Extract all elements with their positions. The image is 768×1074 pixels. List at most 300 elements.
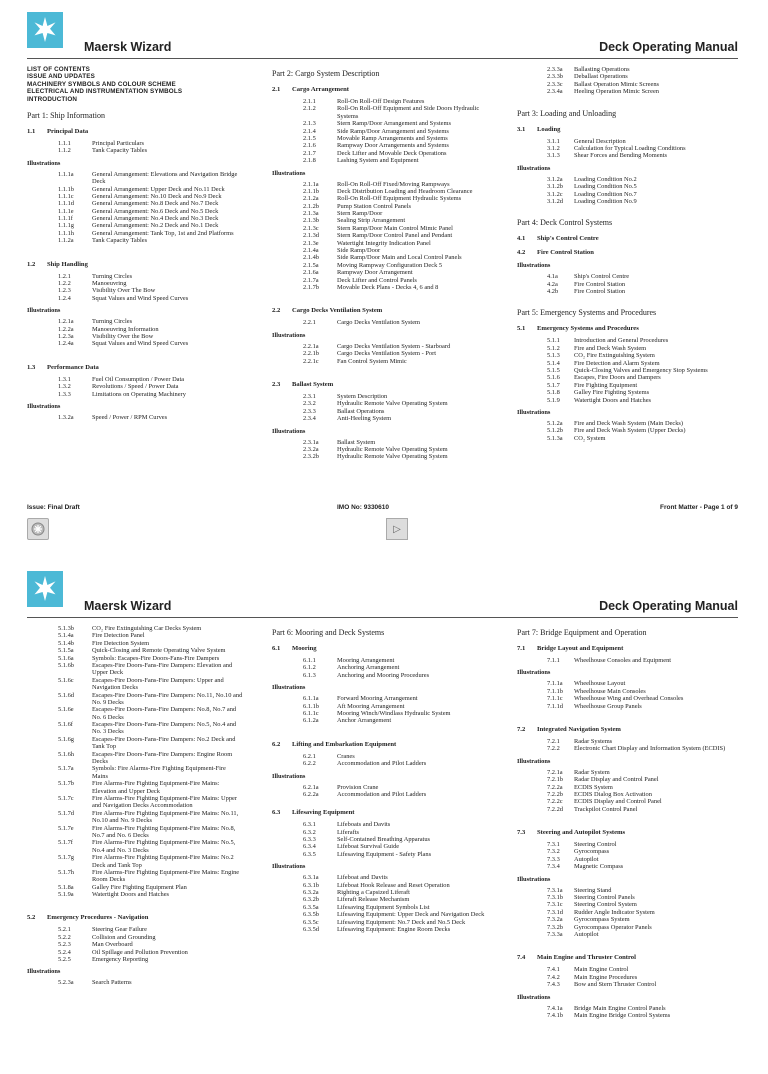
entry-title: Main Engine Control xyxy=(574,966,629,974)
toc-entry xyxy=(517,776,742,783)
toc-entry xyxy=(272,247,504,254)
illustrations-label: Illustrations xyxy=(27,159,61,167)
entry-title: Hydraulic Remote Valve Operating System xyxy=(337,400,448,408)
spacer xyxy=(517,813,742,823)
section-heading xyxy=(27,363,259,372)
toc-entry xyxy=(27,147,259,154)
toc-entry xyxy=(272,188,504,195)
toc-entry xyxy=(272,904,504,911)
entry-title: Anchoring and Mooring Procedures xyxy=(337,671,430,679)
entry-number: 1.1.1d xyxy=(58,200,74,208)
entry-number: 2.1.5 xyxy=(303,134,316,142)
entry-number: 5.1.6d xyxy=(58,691,74,699)
toc-entry xyxy=(272,408,504,415)
page-number: Front Matter - Page 1 of 9 xyxy=(659,504,738,511)
entry-title: Accommodation and Pilot Ladders xyxy=(337,760,427,768)
toc-entry xyxy=(272,157,504,164)
entry-title: Fire Detection and Alarm System xyxy=(574,359,660,367)
maersk-star-logo xyxy=(27,12,63,48)
toc-column-2 xyxy=(272,625,504,1058)
spacer xyxy=(27,245,259,255)
entry-number: 7.3.1b xyxy=(547,894,563,902)
toc-entry xyxy=(272,695,504,702)
entry-number: 5.1.4 xyxy=(547,359,560,367)
entry-number: 7.3.4 xyxy=(547,863,560,871)
entry-title: Quick-Closing and Remote Operating Valve System xyxy=(92,647,226,655)
home-icon[interactable] xyxy=(27,518,49,540)
entry-number: 2.1.8 xyxy=(303,157,316,165)
toc-entry xyxy=(272,128,504,135)
entry-title: Steering Stand xyxy=(574,886,612,894)
toc-entry xyxy=(517,901,742,908)
entry-number: 7.3.1 xyxy=(547,841,560,849)
entry-title: Magnetic Compass xyxy=(574,863,624,871)
toc-entry xyxy=(272,439,504,446)
entry-number: 7.2.2a xyxy=(547,783,563,791)
toc-entry xyxy=(272,882,504,889)
illustrations-label: Illustrations xyxy=(272,772,306,780)
spacer xyxy=(517,938,742,948)
entry-title: Fire Alarms-Fire Fighting Equipment-Fire Mains: No.5, xyxy=(92,839,236,847)
entry-number: 5.1.4b xyxy=(58,639,74,647)
toc-entry xyxy=(27,178,259,185)
toc-entry xyxy=(27,333,259,340)
entry-title: Roll-On Roll-Off Equipment and Side Doors Hydraulic xyxy=(337,105,480,113)
spacer xyxy=(272,725,504,735)
part-heading: Part 2: Cargo System Description xyxy=(272,69,380,78)
entry-title: Search Patterns xyxy=(92,979,132,987)
section-title: Cargo Arrangement xyxy=(292,86,349,93)
toc-entry xyxy=(272,889,504,896)
entry-number: 5.2.5 xyxy=(58,956,71,964)
entry-number: 6.1.1b xyxy=(303,702,319,710)
entry-title: ECDIS Display and Control Panel xyxy=(574,798,662,806)
entry-title: Deck Distribution Loading and Headroom Clearance xyxy=(337,187,473,195)
entry-title: Navigation Decks xyxy=(92,684,138,692)
entry-number: 1.2.4a xyxy=(58,340,74,348)
toc-entry xyxy=(27,200,259,207)
entry-number: 2.1.1 xyxy=(303,98,316,105)
entry-title: Watertight Doors and Hatches xyxy=(574,396,652,404)
toc-entry xyxy=(272,843,504,850)
toc-entry xyxy=(272,210,504,217)
section-title: Ship's Control Centre xyxy=(537,235,599,243)
illustrations-label: Illustrations xyxy=(272,331,306,339)
entry-number: 5.1.9 xyxy=(547,396,560,404)
entry-title: General Arrangement: Tank Top, 1st and 2nd Platforms xyxy=(92,229,234,237)
entry-number: 2.1.3e xyxy=(303,239,319,247)
play-glyph: ▷ xyxy=(393,523,401,535)
entry-title: Side Ramp/Door Main and Local Control Panels xyxy=(337,254,462,262)
toc-entry xyxy=(27,391,259,398)
toc-entry xyxy=(517,769,742,776)
entry-number: 6.1.1a xyxy=(303,695,319,703)
toc-entry xyxy=(272,911,504,918)
front-matter-link: LIST OF CONTENTS xyxy=(27,66,90,73)
entry-number: 5.1.8a xyxy=(58,883,74,891)
entry-title: Autopilot xyxy=(574,930,599,938)
entry-number: 7.2.1 xyxy=(547,737,560,745)
toc-entry xyxy=(27,758,259,765)
entry-number: 7.3.1d xyxy=(547,908,563,916)
issue-status: Issue: Final Draft xyxy=(27,504,80,511)
entry-number: 2.1.2b xyxy=(303,202,319,210)
brand-name: Maersk Wizard xyxy=(84,40,172,54)
entry-number: 2.1.4b xyxy=(303,254,319,262)
entry-title: Collision and Grounding xyxy=(92,933,156,941)
entry-number: 2.3.3b xyxy=(547,73,563,81)
entry-title: Roll-On Roll-Off Fixed/Moving Rampways xyxy=(337,180,450,188)
section-heading xyxy=(272,740,504,749)
toc-entry xyxy=(27,273,259,280)
toc-column-2 xyxy=(272,66,504,499)
toc-entry xyxy=(517,352,742,359)
entry-title: General Arrangement: No.6 Deck and No.5 Deck xyxy=(92,207,219,215)
entry-title: Bow and Stern Thruster Control xyxy=(574,981,657,989)
entry-title: and Navigation Decks Accommodation xyxy=(92,802,193,810)
toc-entry xyxy=(517,791,742,798)
toc-entry xyxy=(272,400,504,407)
illustrations-label: Illustrations xyxy=(27,402,61,410)
toc-entry xyxy=(27,721,259,728)
entry-title: Movable Ramp Arrangements and Systems xyxy=(337,134,448,142)
entry-number: 2.1.4a xyxy=(303,247,319,255)
entry-number: 5.1.4a xyxy=(58,632,74,640)
entry-title: Turning Circles xyxy=(92,318,133,326)
entry-number: 6.1.3 xyxy=(303,671,316,679)
toc-entry xyxy=(27,222,259,229)
entry-number: 5.1.2b xyxy=(547,427,563,435)
toc-entry xyxy=(272,358,504,365)
section-number: 4.1 xyxy=(517,235,526,243)
toc-entry xyxy=(272,760,504,767)
entry-title: Speed / Power / RPM Curves xyxy=(92,413,168,421)
entry-title: Visibility Over the Bow xyxy=(92,332,154,340)
entry-number: 6.3.5b xyxy=(303,911,319,919)
entry-title: Main Engine Procedures xyxy=(574,973,638,981)
entry-title: No. 9 Decks xyxy=(92,698,124,706)
entry-number: 1.1.2 xyxy=(58,147,71,155)
illustrations-label: Illustrations xyxy=(517,757,551,765)
entry-title: General Arrangement: Elevations and Navigation Bridge xyxy=(92,170,238,178)
entry-number: 7.1.1d xyxy=(547,702,563,710)
entry-title: Self-Contained Breathing Apparatus xyxy=(337,836,430,844)
entry-title: Fan Control System Mimic xyxy=(337,357,407,365)
toc-entry xyxy=(27,414,259,421)
toc-entry xyxy=(272,319,504,326)
entry-number: 1.1.1 xyxy=(58,139,71,147)
entry-title: Hydraulic Remote Valve Operating System xyxy=(337,445,448,453)
entry-number: 5.1.9a xyxy=(58,891,74,899)
entry-title: Fire Control Station xyxy=(574,280,626,288)
entry-title: Quick-Closing Valves and Emergency Stop Systems xyxy=(574,367,708,375)
entry-number: 7.2.1a xyxy=(547,768,563,776)
toc-entry xyxy=(272,113,504,120)
toc-entry xyxy=(517,152,742,159)
toc-entry xyxy=(517,176,742,183)
toc-entry xyxy=(27,751,259,758)
entry-number: 2.1.3 xyxy=(303,120,316,128)
entry-title: Tank Capacity Tables xyxy=(92,237,148,245)
entry-title: Escapes-Fire Doors-Fans-Fire Dampers: No.2 Deck and xyxy=(92,735,236,743)
entry-title: Fire Alarms-Fire Fighting Equipment-Fire Mains: No.2 xyxy=(92,854,234,862)
header-rule xyxy=(27,617,738,618)
brand-name: Maersk Wizard xyxy=(84,599,172,613)
toc-entry xyxy=(517,680,742,687)
entry-number: 7.4.3 xyxy=(547,981,560,989)
section-number: 1.1 xyxy=(27,127,36,135)
entry-title: Loading Condition No.5 xyxy=(574,183,637,191)
entry-number: 3.1.3 xyxy=(547,152,560,160)
toc-entry xyxy=(272,225,504,232)
spacer xyxy=(27,348,259,358)
entry-number: 5.1.7a xyxy=(58,765,74,773)
toc-entry xyxy=(27,743,259,750)
entry-title: Rampway Door Arrangements and Systems xyxy=(337,142,449,150)
toc-entry xyxy=(272,896,504,903)
toc-entry xyxy=(272,254,504,261)
entry-number: 7.3.2 xyxy=(547,848,560,856)
entry-title: Tank Capacity Tables xyxy=(92,147,148,155)
entry-number: 2.1.2 xyxy=(303,105,316,113)
toc-entry xyxy=(272,703,504,710)
entry-number: 6.3.4 xyxy=(303,843,316,851)
toc-entry xyxy=(27,215,259,222)
entry-number: 5.1.6b xyxy=(58,661,74,669)
entry-title: Sealing Strip Arrangement xyxy=(337,217,406,225)
play-icon[interactable] xyxy=(386,518,408,540)
toc-entry xyxy=(27,941,259,948)
toc-entry xyxy=(27,208,259,215)
document-page-2 xyxy=(0,559,768,1074)
entry-title: Cargo Decks Ventilation System xyxy=(337,319,421,327)
entry-title: Cargo Decks Ventilation System - Port xyxy=(337,350,436,358)
entry-title: Steering Gear Failure xyxy=(92,926,148,934)
entry-number: 2.1.6a xyxy=(303,269,319,277)
section-number: 3.1 xyxy=(517,125,526,133)
entry-title: Hydraulic Remote Valve Operating System xyxy=(337,453,448,461)
entry-number: 2.3.3 xyxy=(303,407,316,415)
toc-entry xyxy=(272,664,504,671)
entry-number: 5.2.2 xyxy=(58,933,71,941)
section-title: Emergency Systems and Procedures xyxy=(537,325,639,333)
spacer xyxy=(272,291,504,301)
toc-column-3 xyxy=(517,625,742,1058)
section-heading xyxy=(272,644,504,653)
toc-entry xyxy=(272,415,504,422)
entry-title: Deck and Tank Top xyxy=(92,861,142,869)
toc-entry xyxy=(272,851,504,858)
entry-number: 2.1.3b xyxy=(303,217,319,225)
entry-number: 1.1.1b xyxy=(58,185,74,193)
entry-title: Gyrocompass Operator Panels xyxy=(574,923,652,931)
section-heading xyxy=(517,828,742,837)
toc-entry xyxy=(517,695,742,702)
entry-number: 2.2.1a xyxy=(303,342,319,350)
toc-entry xyxy=(27,862,259,869)
entry-number: 7.2.2 xyxy=(547,745,560,753)
entry-title: Heeling Operation Mimic Screen xyxy=(574,88,660,96)
toc-entry xyxy=(517,745,742,752)
spacer xyxy=(27,103,259,108)
toc-entry xyxy=(272,217,504,224)
entry-number: 1.2.1a xyxy=(58,318,74,326)
entry-title: Radar System xyxy=(574,768,610,776)
toc-entry xyxy=(517,337,742,344)
part-heading: Part 6: Mooring and Deck Systems xyxy=(272,628,385,637)
entry-title: Forward Mooring Arrangement xyxy=(337,695,418,703)
entry-title: Lashing System and Equipment xyxy=(337,157,419,165)
entry-title: No.10 and No. 9 Decks xyxy=(92,817,152,825)
entry-number: 3.1.2c xyxy=(547,190,563,198)
entry-title: Liferafts xyxy=(337,828,359,836)
section-number: 2.1 xyxy=(272,86,281,93)
entry-number: 7.2.2c xyxy=(547,798,563,806)
entry-number: 1.1.2a xyxy=(58,237,74,245)
entry-title: Fire and Deck Wash System (Upper Decks) xyxy=(574,427,686,435)
entry-number: 6.2.2 xyxy=(303,760,316,768)
section-title: Integrated Navigation System xyxy=(537,725,621,733)
entry-number: 2.3.4a xyxy=(547,88,563,96)
toc-entry xyxy=(27,383,259,390)
entry-title: Escapes, Fire Doors and Dampers xyxy=(574,374,661,382)
toc-entry xyxy=(27,825,259,832)
toc-entry xyxy=(27,632,259,639)
entry-title: Oil Spillage and Pollution Prevention xyxy=(92,948,188,956)
entry-title: Autopilot xyxy=(574,855,599,863)
spacer xyxy=(517,295,742,305)
entry-title: Radar Systems xyxy=(574,737,613,745)
entry-number: 2.1.3d xyxy=(303,232,319,240)
entry-title: Anchoring Arrangement xyxy=(337,664,400,672)
entry-title: Lifesaving Equipment Symbols List xyxy=(337,903,430,911)
section-number: 6.2 xyxy=(272,740,281,748)
entry-number: 3.1.2 xyxy=(547,144,560,152)
toc-entry xyxy=(27,956,259,963)
entry-number: 1.1.1f xyxy=(58,215,73,223)
illustrations-label: Illustrations xyxy=(27,307,61,315)
entry-number: 1.1.1c xyxy=(58,192,74,200)
section-number: 1.2 xyxy=(27,260,36,268)
entry-title: General Arrangement: Upper Deck and No.11 Deck xyxy=(92,185,225,193)
manual-title: Deck Operating Manual xyxy=(599,40,738,54)
toc-entry xyxy=(27,934,259,941)
toc-entry xyxy=(272,284,504,291)
toc-entry xyxy=(517,688,742,695)
front-matter-link: MACHINERY SYMBOLS AND COLOUR SCHEME xyxy=(27,80,176,88)
section-number: 7.2 xyxy=(517,725,526,733)
entry-number: 2.2.1b xyxy=(303,350,319,358)
section-heading xyxy=(517,248,742,257)
toc-entry xyxy=(517,784,742,791)
entry-title: Escapes-Fire Doors-Fans-Fire Dampers: No.5, No.4 and xyxy=(92,721,237,729)
toc-entry xyxy=(517,420,742,427)
entry-number: 7.4.1b xyxy=(547,1011,563,1019)
toc-entry xyxy=(517,703,742,710)
entry-number: 5.1.7f xyxy=(58,839,73,847)
toc-entry xyxy=(517,856,742,863)
entry-title: Squat Values and Wind Speed Curves xyxy=(92,294,189,302)
entry-number: 4.2a xyxy=(547,280,558,288)
toc-entry xyxy=(272,181,504,188)
entry-title: Room Decks xyxy=(92,876,126,884)
toc-entry xyxy=(517,798,742,805)
section-number: 2.2 xyxy=(272,307,281,315)
section-title: Ship Handling xyxy=(47,260,88,268)
toc-entry xyxy=(27,891,259,898)
entry-number: 6.2.2a xyxy=(303,790,319,798)
toc-entry xyxy=(27,714,259,721)
toc-entry xyxy=(272,446,504,453)
toc-entry xyxy=(27,706,259,713)
entry-title: Stern Ramp/Door Main Control Mimic Panel xyxy=(337,224,453,232)
entry-number: 4.1a xyxy=(547,273,558,281)
toc-entry xyxy=(517,657,742,664)
front-matter-link: ELECTRICAL AND INSTRUMENTATION SYMBOLS xyxy=(27,88,183,96)
entry-title: Fire Alarms-Fire Fighting Equipment-Fire Mains: No.11, xyxy=(92,809,239,817)
toc-entry xyxy=(517,66,742,73)
entry-number: 1.3.1 xyxy=(58,375,71,383)
entry-number: 7.3.2a xyxy=(547,916,563,924)
section-title: Mooring xyxy=(292,645,317,652)
entry-title: ECDIS System xyxy=(574,783,613,791)
section-heading xyxy=(517,125,742,134)
entry-title: Fire and Deck Wash System (Main Decks) xyxy=(574,419,684,427)
entry-title: Roll-On Roll-Off Design Features xyxy=(337,98,425,105)
entry-title: Bridge Main Engine Control Panels xyxy=(574,1004,666,1012)
toc-entry xyxy=(272,657,504,664)
part-heading: Part 7: Bridge Equipment and Operation xyxy=(517,628,647,637)
entry-number: 1.2.2 xyxy=(58,280,71,288)
entry-number: 5.1.6e xyxy=(58,706,74,714)
spacer xyxy=(272,798,504,803)
entry-title: Righting a Capsized Liferaft xyxy=(337,889,410,897)
toc-entry xyxy=(272,350,504,357)
toc-entry xyxy=(517,191,742,198)
toc-entry xyxy=(27,230,259,237)
entry-number: 3.1.2a xyxy=(547,175,563,183)
toc-entry xyxy=(517,288,742,295)
section-title: Lifting and Embarkation Equipment xyxy=(292,740,397,748)
entry-number: 5.1.6h xyxy=(58,750,74,758)
entry-title: Fire Alarms-Fire Fighting Equipment-Fire Mains: No.8, xyxy=(92,824,236,832)
toc-entry xyxy=(27,817,259,824)
section-title: Steering and Autopilot Systems xyxy=(537,829,626,837)
entry-number: 3.1.2b xyxy=(547,183,563,191)
entry-title: Anti-Heeling System xyxy=(337,415,392,423)
entry-title: Escapes-Fire Doors-Fans-Fire Dampers: Engine Room xyxy=(92,750,233,758)
entry-title: Lifeboats and Davits xyxy=(337,821,391,829)
entry-number: 2.1.7 xyxy=(303,149,316,157)
entry-title: Wheelhouse Wing and Overhead Consoles xyxy=(574,695,684,703)
entry-title: Fire and Deck Wash System xyxy=(574,344,647,352)
toc-entry xyxy=(27,376,259,383)
entry-title: General Description xyxy=(574,137,626,145)
toc-entry xyxy=(272,105,504,112)
entry-number: 2.1.7b xyxy=(303,283,319,291)
entry-number: 7.4.2 xyxy=(547,973,560,981)
entry-number: 2.1.2a xyxy=(303,195,319,203)
entry-title: Escapes-Fire Doors-Fans-Fire Dampers: No.8, No.7 and xyxy=(92,706,237,714)
document-page-1 xyxy=(0,0,768,515)
entry-title: Cargo Decks Ventilation System - Starboard xyxy=(337,342,451,350)
section-number: 5.2 xyxy=(27,914,36,922)
entry-title: Provision Crane xyxy=(337,783,379,791)
entry-title: Lifeboat and Davits xyxy=(337,874,388,882)
entry-number: 6.1.2a xyxy=(303,717,319,725)
entry-title: Mains xyxy=(92,772,108,780)
toc-entry xyxy=(27,625,259,632)
